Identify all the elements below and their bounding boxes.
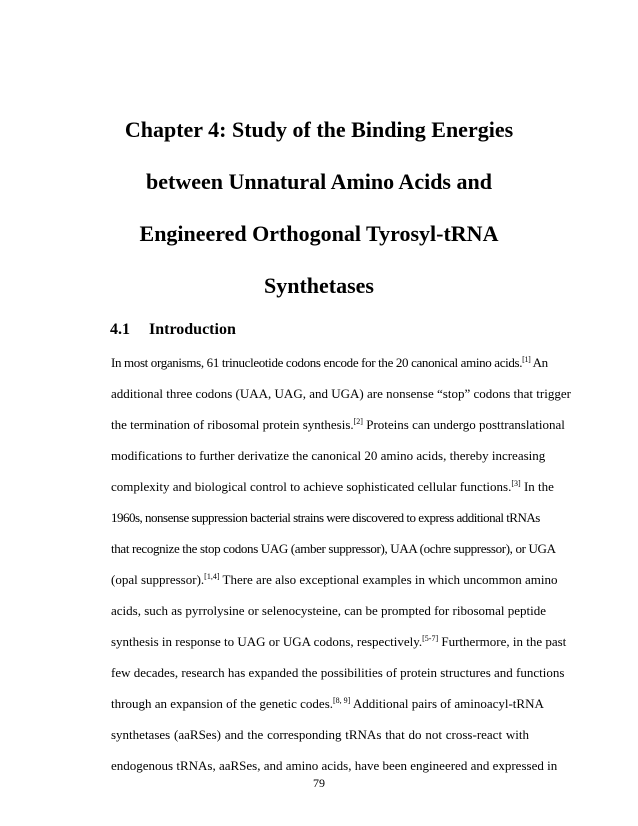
- body-text-segment: Furthermore, in the past: [438, 634, 567, 649]
- body-line: [111, 571, 558, 602]
- chapter-title-line: Synthetases: [263, 273, 374, 298]
- body-text-segment: synthetases (aaRSes) and the corresponding tRNAs that do not cross-react with: [111, 727, 529, 742]
- section-title: Introduction: [149, 321, 236, 338]
- body-text-segment: endogenous tRNAs, aaRSes, and amino acids, have been engineered and expressed in: [111, 758, 558, 773]
- body-line: [111, 447, 546, 478]
- body-line: [111, 602, 547, 633]
- body-line: [111, 726, 529, 757]
- body-text-segment: modifications to further derivatize the canonical 20 amino acids, thereby increasing: [111, 448, 546, 463]
- body-text-segment: In the: [520, 479, 554, 494]
- body-text-segment: that recognize the stop codons UAG (amber suppressor), UAA (ochre suppressor), or UGA: [111, 541, 556, 556]
- body-line: [111, 633, 567, 664]
- body-text-segment: In most organisms, 61 trinucleotide codons encode for the 20 canonical amino acids.: [111, 355, 523, 370]
- chapter-title: [0, 115, 638, 323]
- chapter-title-line: Engineered Orthogonal Tyrosyl-tRNA: [139, 221, 499, 246]
- body-text-segment: There are also exceptional examples in which uncommon amino: [219, 572, 558, 587]
- citation-ref: [3]: [511, 479, 521, 488]
- body-text-segment: Additional pairs of aminoacyl-tRNA: [350, 696, 544, 711]
- page-number: 79: [313, 776, 325, 790]
- body-text-segment: through an expansion of the genetic codes.: [111, 696, 334, 711]
- body-text-segment: (opal suppressor).: [111, 572, 205, 587]
- citation-ref: [1]: [522, 355, 531, 364]
- body-line: [111, 664, 565, 695]
- body-text-segment: synthesis in response to UAG or UGA codons, respectively.: [111, 634, 423, 649]
- body-line: [111, 354, 548, 385]
- citation-ref: [1,4]: [204, 572, 220, 581]
- body-text-segment: Proteins can undergo posttranslational: [362, 417, 565, 432]
- body-text-segment: few decades, research has expanded the possibilities of protein structures and functions: [111, 665, 565, 680]
- body-text-segment: the termination of ribosomal protein synthesis.: [111, 417, 354, 432]
- body-line: [111, 509, 540, 540]
- chapter-title-line: Chapter 4: Study of the Binding Energies: [124, 117, 514, 142]
- body-line: [111, 695, 544, 726]
- section-heading: [110, 320, 236, 340]
- body-text: [111, 354, 571, 788]
- citation-ref: [2]: [353, 417, 363, 426]
- body-text-segment: 1960s, nonsense suppression bacterial strains were discovered to express additional tRNAs: [111, 510, 540, 525]
- section-number: 4.1: [110, 321, 130, 338]
- body-text-segment: additional three codons (UAA, UAG, and UGA) are nonsense “stop” codons that trigger: [111, 386, 571, 401]
- body-line: [111, 540, 556, 571]
- citation-ref: [5-7]: [422, 634, 439, 643]
- body-line: [111, 478, 554, 509]
- body-text-segment: complexity and biological control to achieve sophisticated cellular functions.: [111, 479, 512, 494]
- body-text-segment: An: [530, 355, 548, 370]
- body-line: [111, 385, 571, 416]
- body-line: [111, 416, 565, 447]
- citation-ref: [8, 9]: [333, 696, 351, 705]
- chapter-title-line: between Unnatural Amino Acids and: [146, 169, 492, 194]
- body-text-segment: acids, such as pyrrolysine or selenocysteine, can be prompted for ribosomal peptide: [111, 603, 547, 618]
